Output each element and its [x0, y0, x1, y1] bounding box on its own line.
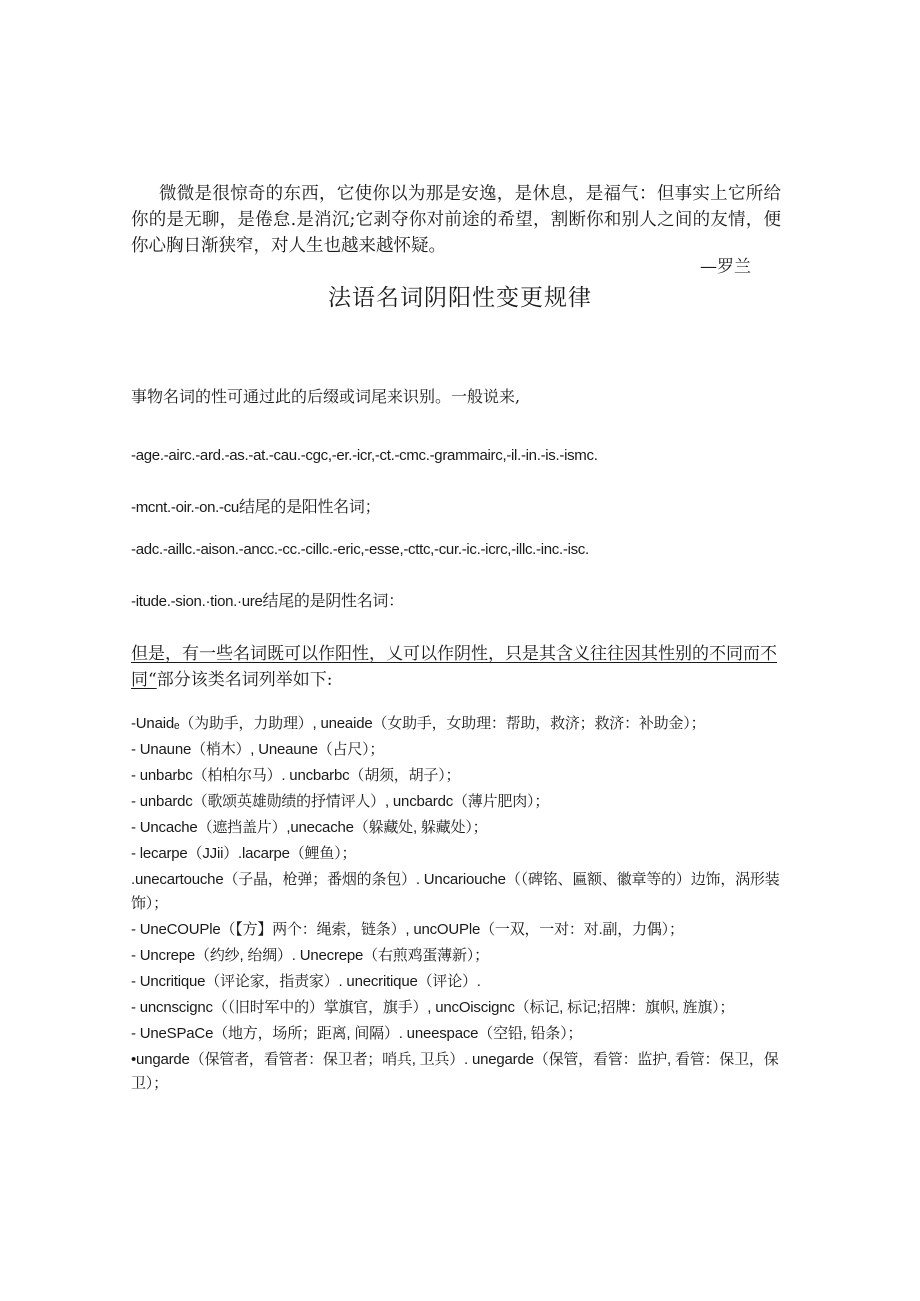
list-item: - Uncache（遮挡盖片）,unecache（躲藏处, 躲藏处）；	[131, 819, 488, 836]
list-item: - lecarpe（JJii）.lacarpe（鲤鱼）；	[131, 845, 357, 862]
feminine-rule	[131, 588, 404, 611]
example-list	[131, 712, 781, 1098]
intro-paragraph: 事物名词的性可通过此的后缀或词尾来识别。一般说来,	[131, 387, 521, 406]
masculine-suffix-list: -age.-airc.-ard.-as.-at.-cau.-cgc,-er.-icr,-ct.-cmc.-grammairc,-il.-in.-is.-ismc.	[131, 447, 598, 464]
list-item: .unecartouche（子晶，枪弹；番烟的条包）. Uncariouche（（碑铭、匾额、徽章等的）边饰，涡形装饰）；	[131, 871, 780, 912]
list-item: •ungarde（保管者，看管者：保卫者；哨兵, 卫兵）. unegarde（保管，看管：监护, 看管：保卫，保卫）；	[131, 1051, 779, 1092]
list-item: - unbardc（歌颂英雄勋绩的抒情评人）, uncbardc（薄片肥肉）；	[131, 793, 550, 810]
list-item: - Unaune（梢木）, Uneaune（占尺）；	[131, 741, 385, 758]
note-rest-text: 部分该类名词列举如下:	[156, 670, 333, 690]
list-item: - uncnscignc（（旧时军中的）掌旗官，旗手）, uncOiscignc（标记, 标记;招牌：旗帜, 旌旗）；	[131, 999, 735, 1016]
list-item: - Uncrepe（约纱, 绐绸）. Unecrepe（右煎鸡蛋薄新）；	[131, 947, 489, 964]
masculine-rule-text: 结尾的是阳性名词；	[238, 497, 381, 516]
note-underlined-text: 但是，有一些名词既可以作阳性，乂可以作阴性，只是其含义往往因其性别的不同而不同“	[131, 644, 777, 690]
list-item: - UneSPaCe（地方，场所；距离, 间隔）. uneespace（空铅, 铅条）；	[131, 1025, 583, 1042]
feminine-rule-suffixes: -itude.-sion.·tion.·ure	[131, 593, 263, 610]
feminine-suffix-list: -adc.-aillc.-aison.-ancc.-cc.-cillc.-eric,-esse,-cttc,-cur.-ic.-icrc,-illc.-inc.-isc.	[131, 541, 589, 558]
quote-author: —罗兰	[700, 257, 751, 277]
masculine-rule	[131, 494, 380, 517]
feminine-rule-text: 结尾的是阴性名词：	[262, 591, 404, 610]
list-item: - Uncritique（评论家，指责家）. unecritique（评论）.	[131, 973, 481, 990]
list-item: - UneCOUPle（【方】两个：绳索，链条）, uncOUPle（一双，一对：对.副，力偶）；	[131, 921, 684, 938]
list-item: - unbarbc（柏柏尔马）. uncbarbc（胡须，胡子）；	[131, 767, 461, 784]
masculine-rule-suffixes: -mcnt.-oir.-on.-cu	[131, 499, 239, 516]
note-paragraph	[131, 641, 781, 693]
page-title: 法语名词阴阳性变更规律	[328, 285, 592, 311]
list-item: -Unaidₑ（为助手，力助理）, uneaide（女助手，女助理：帮助，救济；救济：补助金）；	[131, 715, 706, 732]
quote-paragraph: 微微是很惊奇的东西，它使你以为那是安逸，是休息，是福气：但事实上它所给你的是无聊，是倦怠.是消沉;它剥夺你对前途的希望，割断你和别人之间的友情，便你心胸日渐狭窄，对人生也越来越怀疑。	[131, 184, 781, 256]
